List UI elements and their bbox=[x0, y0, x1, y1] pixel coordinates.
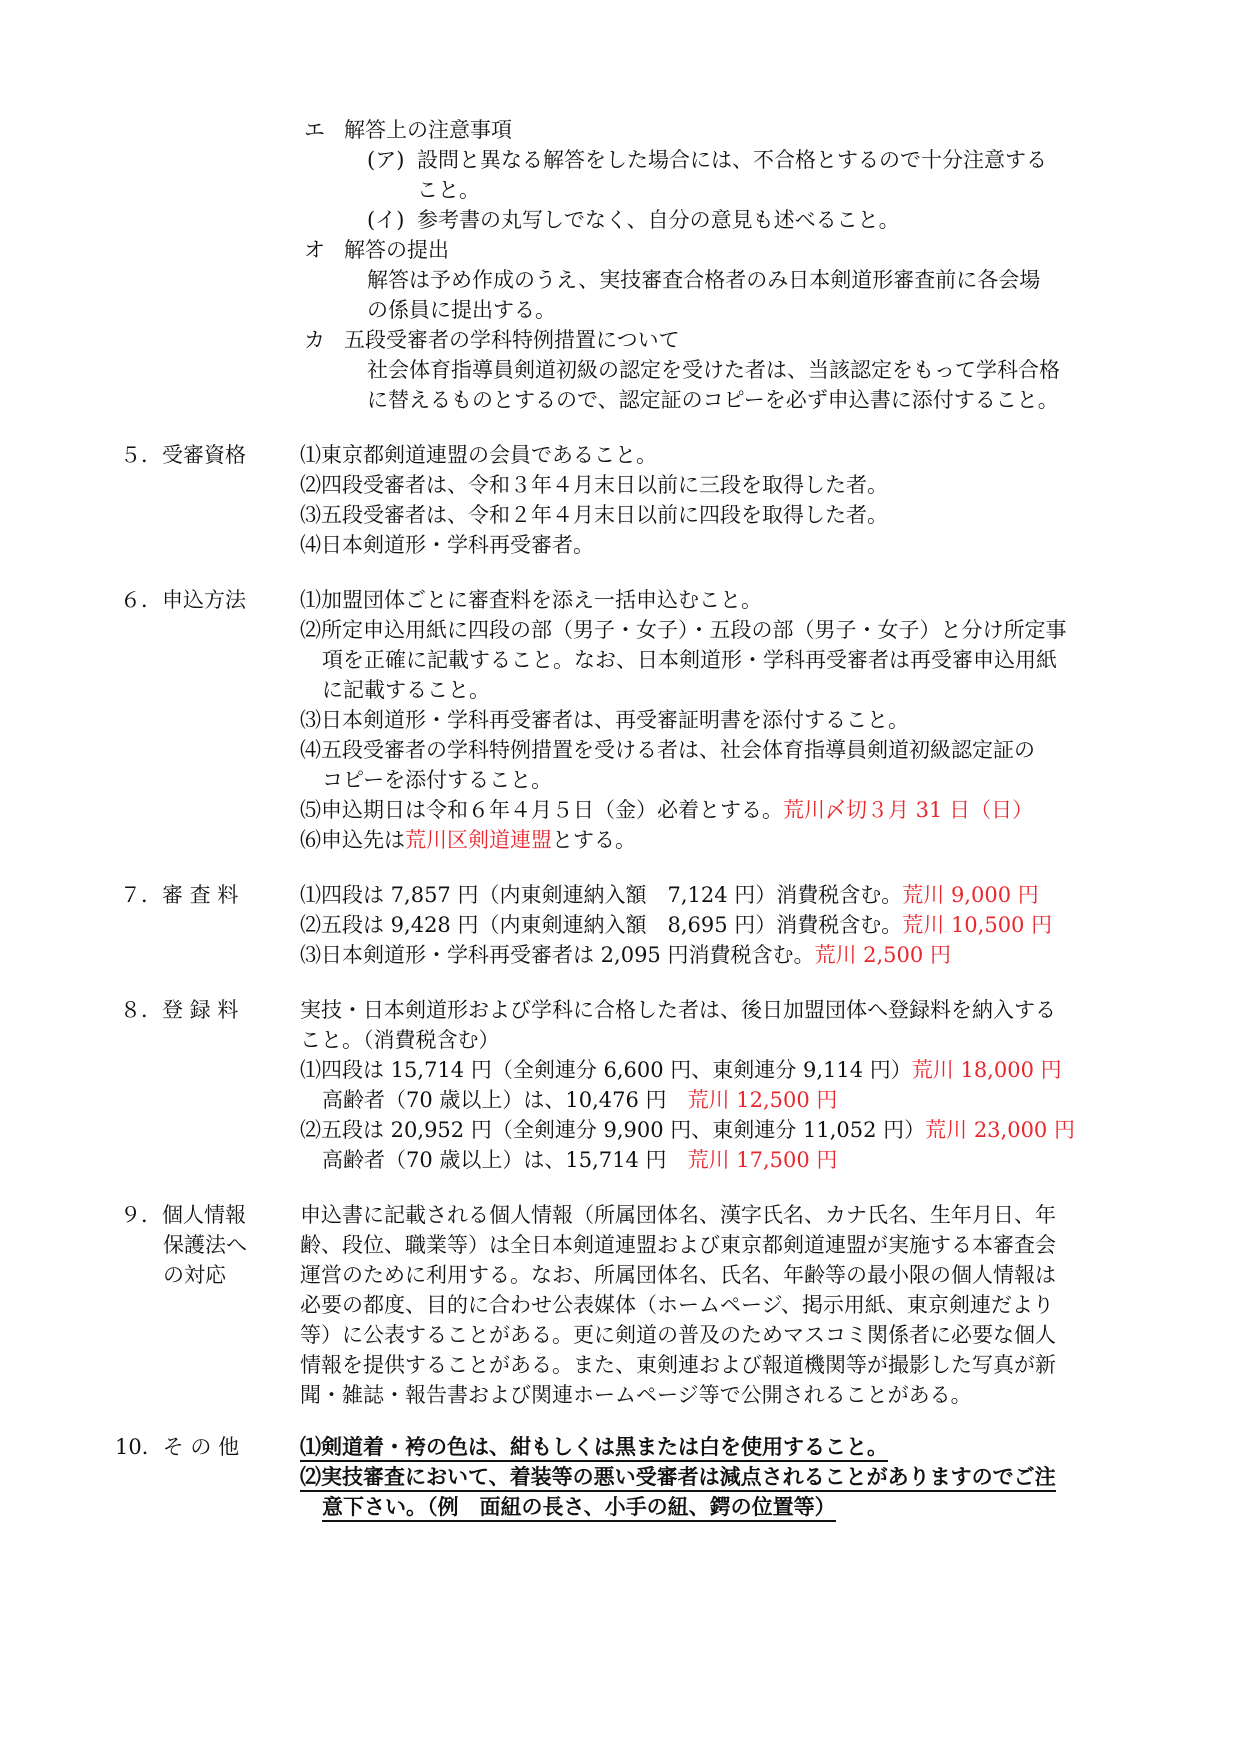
section-5-label: ５．受審資格 bbox=[120, 443, 246, 467]
arakawa-fee-5dan: 荒川 10,500 円 bbox=[902, 913, 1053, 937]
section-9-line: 情報を提供することがある。また、東剣連および報道機関等が撮影した写真が新 bbox=[300, 1353, 1056, 1377]
attire-deduction-note: ⑵実技審査において、着装等の悪い受審者は減点されることがありますのでご注 bbox=[300, 1464, 1056, 1492]
item-o-line2: の係員に提出する。 bbox=[367, 298, 556, 322]
item-ka-line1: 社会体育指導員剣道初級の認定を受けた者は、当該認定をもって学科合格 bbox=[367, 358, 1060, 382]
fee-retake: ⑶日本剣道形・学科再受審者は 2,095 円消費税含む。 bbox=[300, 943, 815, 967]
arakawa-reg-5dan-senior: 荒川 17,500 円 bbox=[687, 1148, 838, 1172]
section-6-line: 項を正確に記載すること。なお、日本剣道形・学科再受審者は再受審申込用紙 bbox=[322, 648, 1057, 672]
item-o-line1: 解答は予め作成のうえ、実技審査合格者のみ日本剣道形審査前に各会場 bbox=[367, 268, 1041, 292]
section-6-line: ⑵所定申込用紙に四段の部（男子・女子）・五段の部（男子・女子）と分け所定事 bbox=[300, 618, 1067, 642]
section-9-line: 申込書に記載される個人情報（所属団体名、漢字氏名、カナ氏名、生年月日、年 bbox=[300, 1203, 1056, 1227]
item-ka-title: 五段受審者の学科特例措置について bbox=[344, 328, 680, 352]
section-9-line: 等）に公表することがある。更に剣道の普及のためマスコミ関係者に必要な個人 bbox=[300, 1323, 1056, 1347]
item-e-i-line1: 参考書の丸写しでなく、自分の意見も述べること。 bbox=[417, 208, 900, 232]
arakawa-reg-4dan-senior: 荒川 12,500 円 bbox=[687, 1088, 838, 1112]
item-o-title: 解答の提出 bbox=[344, 238, 449, 262]
arakawa-reg-4dan: 荒川 18,000 円 bbox=[911, 1058, 1062, 1082]
section-6-line: ⑴加盟団体ごとに審査料を添え一括申込むこと。 bbox=[300, 588, 762, 612]
section-5-item: ⑶五段受審者は、令和２年４月末日以前に四段を取得した者。 bbox=[300, 503, 888, 527]
section-6-line: コピーを添付すること。 bbox=[322, 768, 553, 792]
item-e-title: 解答上の注意事項 bbox=[344, 118, 512, 142]
destination-pre: ⑹申込先は bbox=[300, 828, 405, 852]
arakawa-destination: 荒川区剣道連盟 bbox=[405, 828, 552, 852]
uniform-color-note: ⑴剣道着・袴の色は、紺もしくは黒または白を使用すること。 bbox=[300, 1434, 888, 1462]
reg-4dan-senior: 高齢者（70 歳以上）は、10,476 円 bbox=[322, 1088, 688, 1112]
section-5-item: ⑷日本剣道形・学科再受審者。 bbox=[300, 533, 594, 557]
section-7-line bbox=[300, 880, 1039, 910]
item-e-a-marker: (ア) bbox=[367, 148, 405, 172]
reg-4dan: ⑴四段は 15,714 円（全剣連分 6,600 円、東剣連分 9,114 円） bbox=[300, 1058, 912, 1082]
section-6-line: ⑷五段受審者の学科特例措置を受ける者は、社会体育指導員剣道初級認定証の bbox=[300, 738, 1035, 762]
section-10-line bbox=[300, 1462, 1056, 1492]
section-9-line: 運営のために利用する。なお、所属団体名、氏名、年齢等の最小限の個人情報は bbox=[300, 1263, 1056, 1287]
section-8-line: 実技・日本剣道形および学科に合格した者は、後日加盟団体へ登録料を納入する bbox=[300, 998, 1056, 1022]
section-10-line bbox=[322, 1492, 836, 1522]
section-9-label: ９．個人情報 bbox=[120, 1203, 246, 1227]
section-8-line bbox=[300, 1115, 1075, 1145]
section-8-line bbox=[322, 1145, 837, 1175]
item-e-a-line2: こと。 bbox=[417, 178, 480, 202]
deadline-text: ⑸申込期日は令和６年４月５日（金）必着とする。 bbox=[300, 798, 783, 822]
item-e-marker: エ bbox=[304, 118, 325, 142]
section-10-label: 10．そ の 他 bbox=[115, 1435, 240, 1459]
arakawa-fee-4dan: 荒川 9,000 円 bbox=[902, 883, 1039, 907]
section-6-label: ６．申込方法 bbox=[120, 588, 246, 612]
section-8-line bbox=[322, 1085, 837, 1115]
section-8-line: こと。（消費税含む） bbox=[300, 1028, 500, 1052]
section-6-line bbox=[300, 795, 1033, 825]
item-ka-marker: カ bbox=[304, 328, 325, 352]
section-8-label: ８．登 録 料 bbox=[120, 998, 239, 1022]
fee-4dan: ⑴四段は 7,857 円（内東剣連納入額 7,124 円）消費税含む。 bbox=[300, 883, 903, 907]
arakawa-fee-retake: 荒川 2,500 円 bbox=[814, 943, 951, 967]
reg-5dan: ⑵五段は 20,952 円（全剣連分 9,900 円、東剣連分 11,052 円） bbox=[300, 1118, 926, 1142]
section-9-label: の対応 bbox=[163, 1263, 226, 1287]
section-6-line bbox=[300, 825, 636, 855]
section-5-item: ⑵四段受審者は、令和３年４月末日以前に三段を取得した者。 bbox=[300, 473, 888, 497]
section-9-label: 保護法へ bbox=[163, 1233, 247, 1257]
section-7-label: ７．審 査 料 bbox=[120, 883, 239, 907]
arakawa-reg-5dan: 荒川 23,000 円 bbox=[925, 1118, 1075, 1142]
destination-post: とする。 bbox=[552, 828, 636, 852]
section-7-line bbox=[300, 940, 951, 970]
section-8-line bbox=[300, 1055, 1062, 1085]
section-6-line: に記載すること。 bbox=[322, 678, 490, 702]
section-5-item: ⑴東京都剣道連盟の会員であること。 bbox=[300, 443, 657, 467]
section-6-line: ⑶日本剣道形・学科再受審者は、再受審証明書を添付すること。 bbox=[300, 708, 909, 732]
section-7-line bbox=[300, 910, 1052, 940]
item-ka-line2: に替えるものとするので、認定証のコピーを必ず申込書に添付すること。 bbox=[367, 388, 1059, 412]
section-10-line bbox=[300, 1432, 888, 1462]
section-9-line: 聞・雑誌・報告書および関連ホームページ等で公開されることがある。 bbox=[300, 1383, 972, 1407]
item-e-a-line1: 設問と異なる解答をした場合には、不合格とするので十分注意する bbox=[417, 148, 1047, 172]
section-9-line: 必要の都度、目的に合わせ公表媒体（ホームページ、掲示用紙、東京剣連だより bbox=[300, 1293, 1054, 1317]
fee-5dan: ⑵五段は 9,428 円（内東剣連納入額 8,695 円）消費税含む。 bbox=[300, 913, 903, 937]
arakawa-deadline: 荒川〆切３月 31 日（日） bbox=[783, 798, 1034, 822]
item-e-i-marker: (イ) bbox=[367, 208, 405, 232]
reg-5dan-senior: 高齢者（70 歳以上）は、15,714 円 bbox=[322, 1148, 688, 1172]
attire-examples-note: 意下さい。（例 面紐の長さ、小手の紐、鍔の位置等） bbox=[322, 1494, 836, 1522]
item-o-marker: オ bbox=[304, 238, 325, 262]
section-9-line: 齢、段位、職業等）は全日本剣道連盟および東京都剣道連盟が実施する本審査会 bbox=[300, 1233, 1056, 1257]
